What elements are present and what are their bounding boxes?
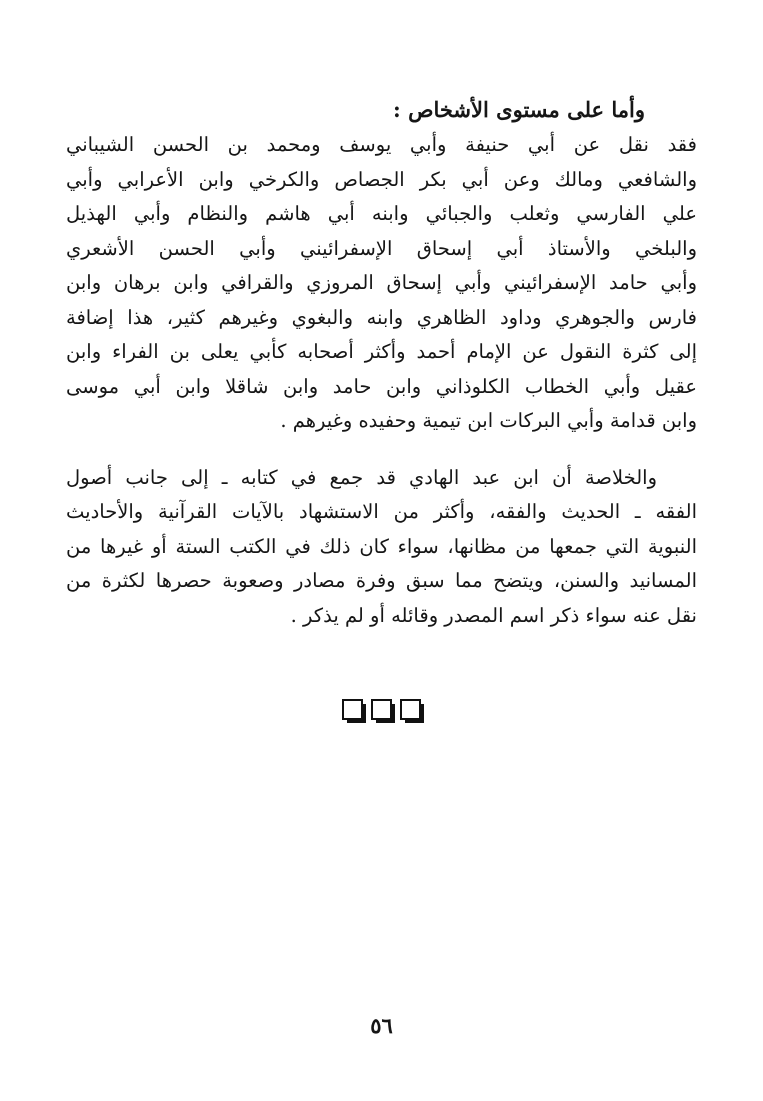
text-line: فارس والجوهري وداود الظاهري وابنه والبغوي وغيرهم كثير، هذا إضافة bbox=[66, 305, 697, 329]
text-line: والخلاصة أن ابن عبد الهادي قد جمع في كتابه ـ إلى جانب أصول bbox=[66, 465, 657, 489]
text-line: المسانيد والسنن، ويتضح مما سبق وفرة مصادر وصعوبة حصرها لكثرة من bbox=[66, 569, 697, 592]
text-block bbox=[66, 92, 697, 633]
text-line: وأبي حامد الإسفرائيني وأبي إسحاق المروزي والقرافي وابن برهان وابن bbox=[66, 271, 697, 294]
section-end-ornament bbox=[0, 699, 763, 720]
text-line: فقد نقل عن أبي حنيفة وأبي يوسف ومحمد بن الحسن الشيباني bbox=[66, 133, 697, 156]
text-line: النبوية التي جمعها من مظانها، سواء كان ذلك في الكتب الستة أو غيرها من bbox=[66, 534, 697, 558]
paragraph-summary bbox=[66, 461, 697, 634]
text-line: نقل عنه سواء ذكر اسم المصدر وقائله أو لم يذكر . bbox=[290, 603, 697, 627]
page-number: ٥٦ bbox=[370, 1013, 393, 1038]
square-ornament-icon bbox=[342, 699, 363, 720]
square-ornament-icon bbox=[400, 699, 421, 720]
text-line: الفقه ـ الحديث والفقه، وأكثر من الاستشهاد بالآيات القرآنية والأحاديث bbox=[66, 500, 697, 523]
section-heading: وأما على مستوى الأشخاص : bbox=[393, 97, 645, 122]
paragraph-persons bbox=[66, 128, 697, 439]
text-line: علي الفارسي وثعلب والجبائي وابنه أبي هاشم والنظام وأبي الهذيل bbox=[66, 202, 697, 225]
text-line: والشافعي ومالك وعن أبي بكر الجصاص والكرخي وابن الأعرابي وأبي bbox=[66, 167, 697, 191]
text-line: والبلخي والأستاذ أبي إسحاق الإسفرائيني وأبي الحسن الأشعري bbox=[66, 236, 697, 260]
paragraph-spacer bbox=[66, 439, 697, 461]
text-line: عقيل وأبي الخطاب الكلوذاني وابن حامد وابن شاقلا وابن أبي موسى bbox=[66, 374, 697, 398]
text-line: إلى كثرة النقول عن الإمام أحمد وأكثر أصحابه كأبي يعلى بن الفراء وابن bbox=[66, 340, 697, 363]
square-ornament-icon bbox=[371, 699, 392, 720]
text-line: وابن قدامة وأبي البركات ابن تيمية وحفيده وغيرهم . bbox=[280, 409, 697, 432]
